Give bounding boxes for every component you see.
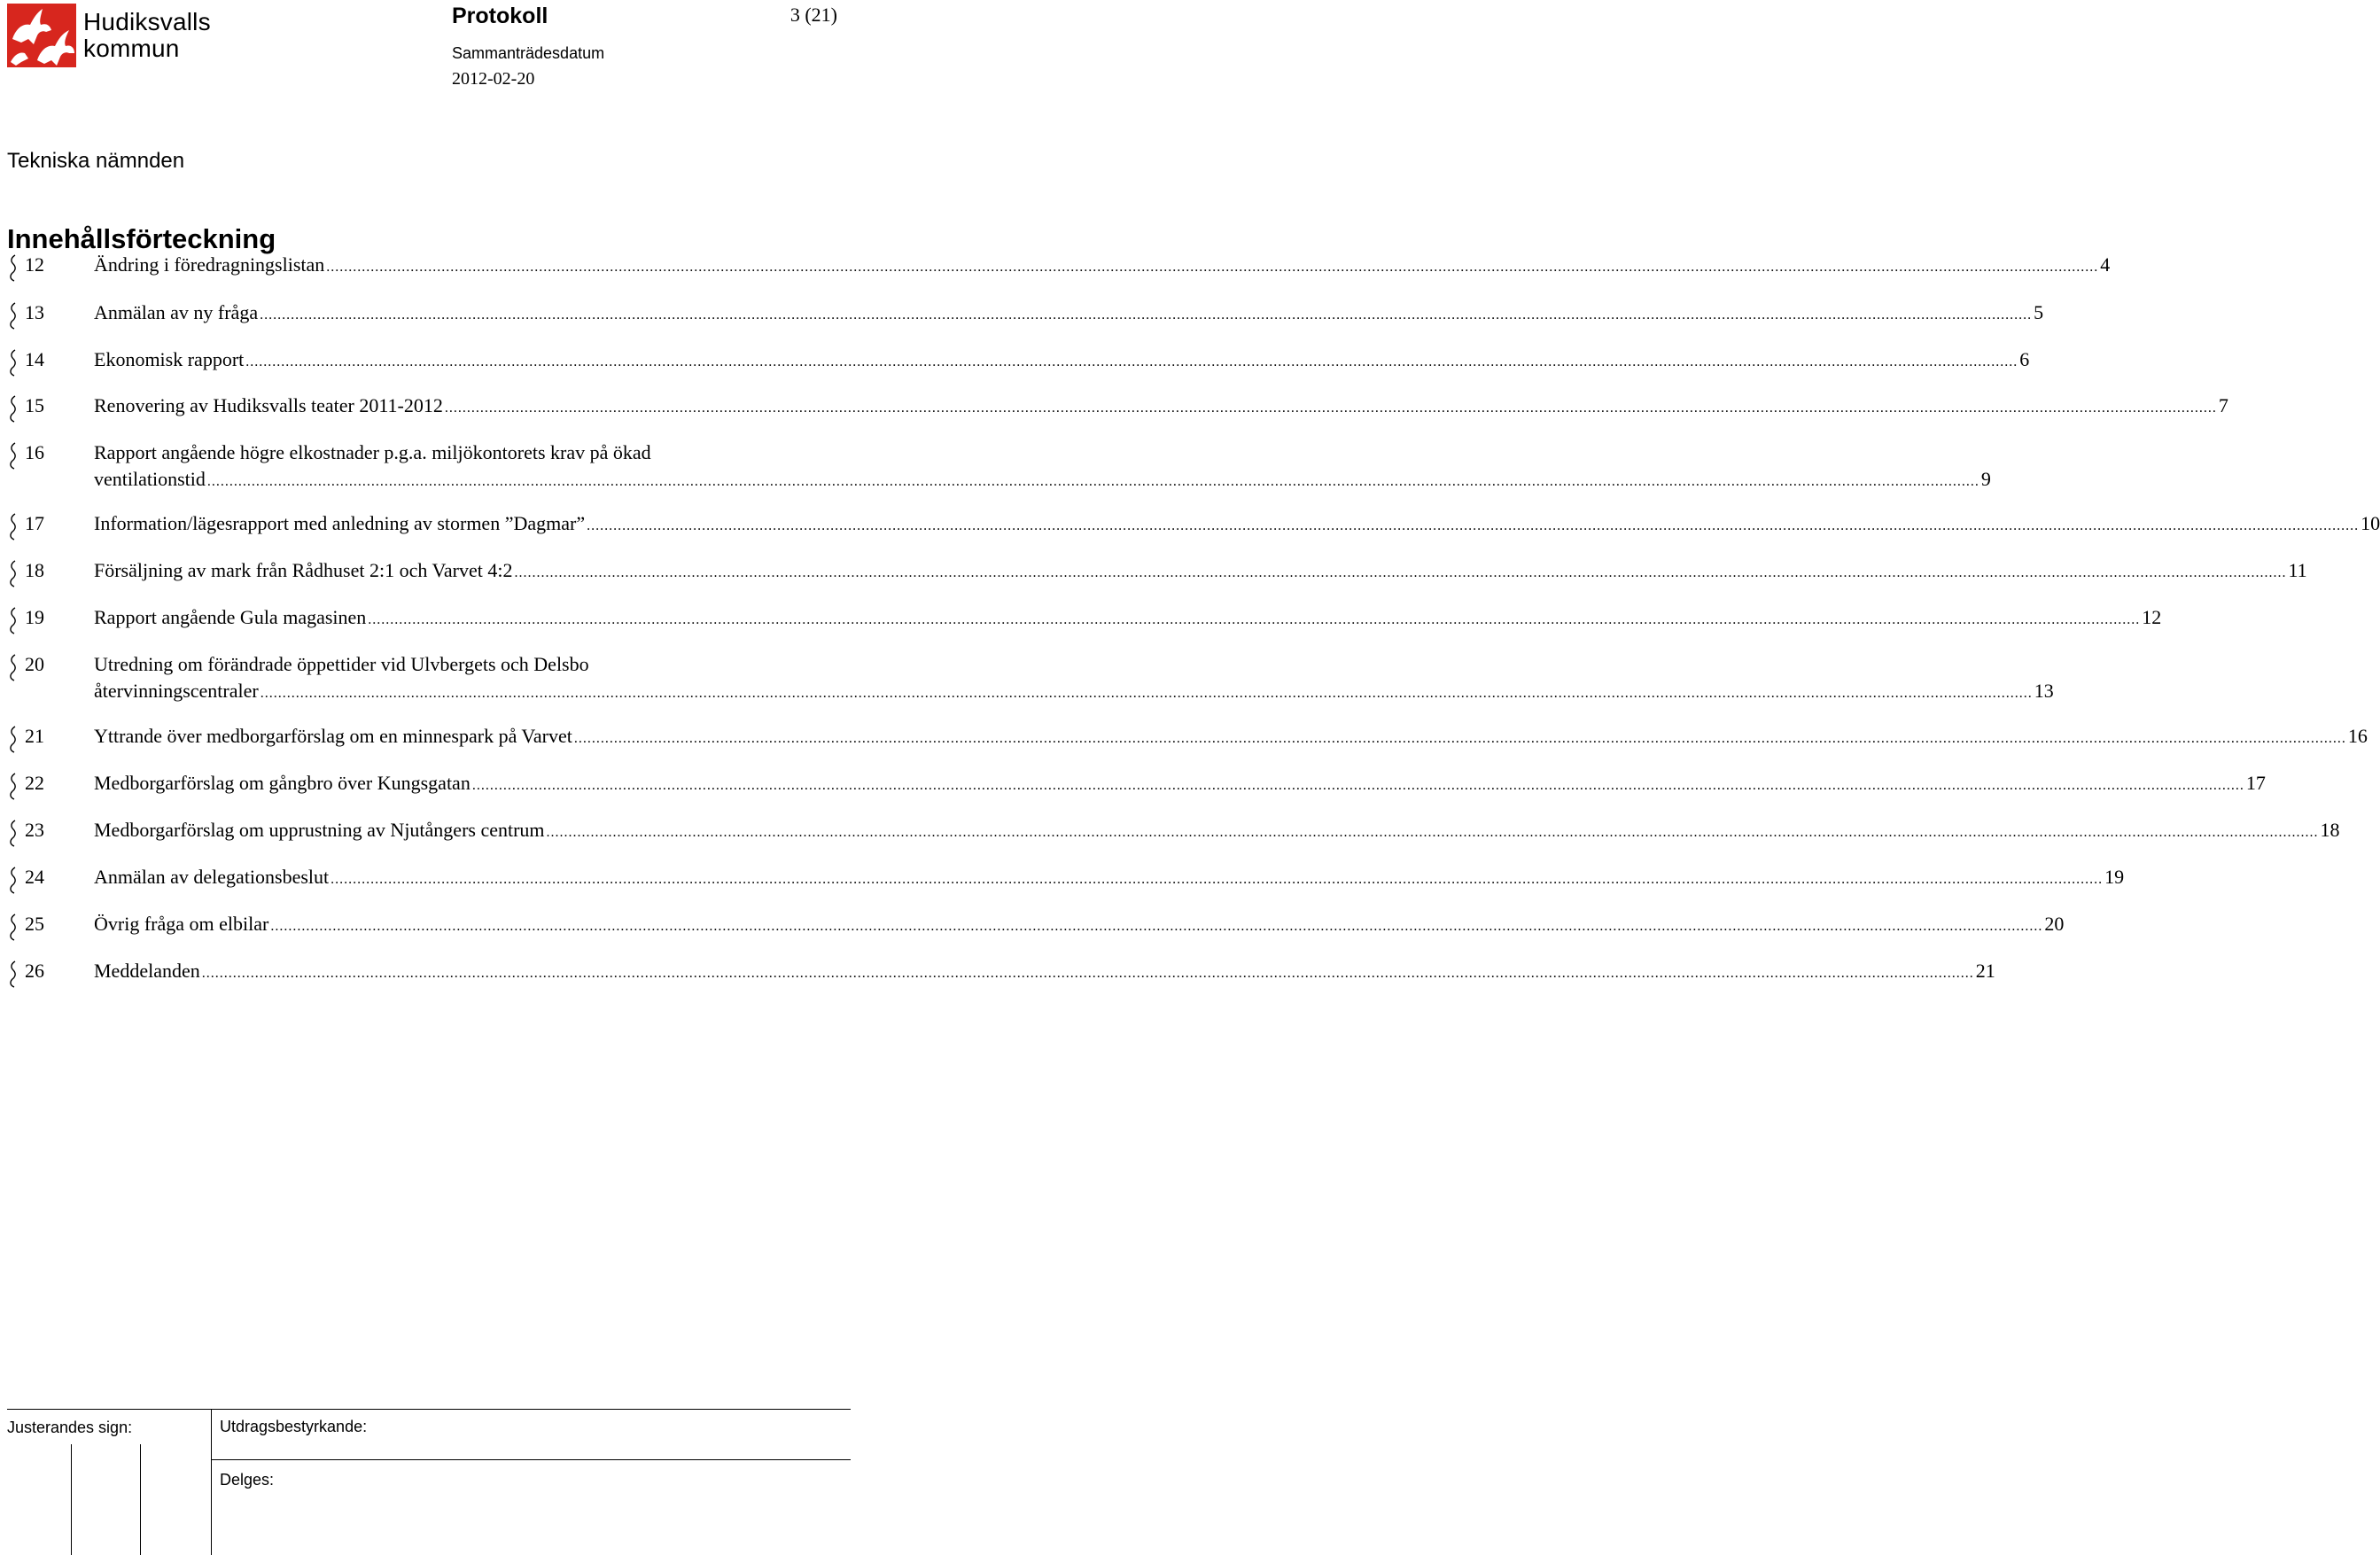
dot-leader: ................................................................................................................................................................................................................................................................................................................................................................................................................ (260, 686, 2033, 701)
toc-entry-title-line-1: Utredning om förändrade öppettider vid Ulvbergets och Delsbo (94, 653, 589, 675)
toc-entry-number: 15 (25, 394, 44, 416)
toc-entry-title: Renovering av Hudiksvalls teater 2011-2012 (94, 394, 443, 416)
dot-leader: ................................................................................................................................................................................................................................................................................................................................................................................................................ (270, 919, 2043, 934)
dot-leader: ................................................................................................................................................................................................................................................................................................................................................................................................................ (201, 966, 1974, 981)
paragraph-symbol-icon (7, 393, 19, 424)
footer-divider (211, 1409, 212, 1555)
toc-entry-page: 16 (2347, 725, 2368, 747)
toc-heading: Innehållsförteckning (7, 223, 276, 254)
toc-entry-number: 20 (25, 653, 44, 675)
toc-entry-title: Medborgarförslag om upprustning av Njutångers centrum (94, 819, 545, 841)
toc-entry-page: 7 (2218, 394, 2228, 416)
goat-emblem-icon (7, 4, 76, 67)
toc-entry-page: 4 (2100, 253, 2111, 276)
dot-leader: ................................................................................................................................................................................................................................................................................................................................................................................................................ (260, 307, 2033, 323)
justerandes-sign-label: Justerandes sign: (7, 1419, 133, 1436)
toc-entry-title: Rapport angående Gula magasinen (94, 606, 367, 628)
toc-entry-page: 20 (2044, 913, 2065, 935)
toc-entry-number: 18 (25, 559, 44, 581)
paragraph-symbol-icon (7, 652, 19, 682)
toc-entry-page: 19 (2104, 866, 2125, 888)
paragraph-symbol-icon (7, 347, 19, 377)
dot-leader: ................................................................................................................................................................................................................................................................................................................................................................................................................ (471, 778, 2244, 793)
toc-entry-title: Meddelanden (94, 960, 200, 982)
paragraph-symbol-icon (7, 558, 19, 588)
toc-entry-number: 21 (25, 725, 44, 747)
dot-leader: ................................................................................................................................................................................................................................................................................................................................................................................................................ (206, 474, 1979, 489)
toc-entry-title: återvinningscentraler (94, 680, 259, 702)
toc-entry-title: Anmälan av ny fråga (94, 301, 259, 323)
dot-leader: ................................................................................................................................................................................................................................................................................................................................................................................................................ (514, 565, 2287, 580)
toc-entry-number: 12 (25, 253, 44, 276)
document-type: Protokoll (452, 4, 548, 28)
hudiksvalls-kommun-logo (7, 4, 220, 67)
signature-box-divider (140, 1444, 141, 1555)
toc-entry-page: 12 (2142, 606, 2162, 628)
toc-entry-number: 13 (25, 301, 44, 323)
toc-entry-number: 24 (25, 866, 44, 888)
signature-footer (7, 1409, 851, 1555)
toc-entry-title: Yttrande över medborgarförslag om en minnespark på Varvet (94, 725, 572, 747)
logo-wordmark (83, 9, 211, 62)
paragraph-symbol-icon (7, 912, 19, 942)
toc-entry-number: 19 (25, 606, 44, 628)
toc-entry-page: 17 (2245, 772, 2266, 794)
toc-entry-page: 6 (2019, 348, 2030, 370)
toc-entry-title: Ekonomisk rapport (94, 348, 245, 370)
toc-entry-title: Övrig fråga om elbilar (94, 913, 269, 935)
toc-entry-title: Ändring i föredragningslistan (94, 253, 325, 276)
toc-entry-number: 26 (25, 960, 44, 982)
paragraph-symbol-icon (7, 440, 19, 470)
toc-entry-title: Anmälan av delegationsbeslut (94, 866, 330, 888)
logo-line-2: kommun (83, 35, 180, 62)
paragraph-symbol-icon (7, 818, 19, 848)
toc-entry-title: Försäljning av mark från Rådhuset 2:1 och Varvet 4:2 (94, 559, 513, 581)
dot-leader: ................................................................................................................................................................................................................................................................................................................................................................................................................ (444, 400, 2217, 416)
toc-entry-number: 23 (25, 819, 44, 841)
page-indicator: 3 (21) (789, 4, 837, 26)
toc-entry-page: 10 (2361, 512, 2380, 534)
meeting-date: 2012-02-20 (452, 69, 535, 89)
toc-entry-number: 22 (25, 772, 44, 794)
dot-leader: ................................................................................................................................................................................................................................................................................................................................................................................................................ (573, 731, 2346, 746)
toc-entry-number: 14 (25, 348, 44, 370)
toc-entry-page: 5 (2034, 301, 2044, 323)
toc-entry-number: 17 (25, 512, 44, 534)
footer-divider (211, 1459, 851, 1460)
toc-entry-number: 25 (25, 913, 44, 935)
paragraph-symbol-icon (7, 605, 19, 635)
toc-entry-page: 21 (1975, 960, 1995, 982)
toc-entry-page: 18 (2320, 819, 2340, 841)
toc-entry-number: 16 (25, 441, 44, 463)
logo-line-1: Hudiksvalls (83, 8, 211, 35)
delges-label: Delges: (220, 1471, 275, 1489)
paragraph-symbol-icon (7, 300, 19, 330)
dot-leader: ................................................................................................................................................................................................................................................................................................................................................................................................................ (331, 872, 2104, 887)
dot-leader: ................................................................................................................................................................................................................................................................................................................................................................................................................ (245, 354, 2018, 369)
dot-leader: ................................................................................................................................................................................................................................................................................................................................................................................................................ (546, 825, 2319, 840)
dot-leader: ................................................................................................................................................................................................................................................................................................................................................................................................................ (326, 260, 2099, 275)
paragraph-symbol-icon (7, 959, 19, 989)
toc-entry-title: Information/lägesrapport med anledning av stormen ”Dagmar” (94, 512, 586, 534)
paragraph-symbol-icon (7, 253, 19, 283)
toc-entry-title: ventilationstid (94, 468, 206, 490)
toc-entry-title: Medborgarförslag om gångbro över Kungsgatan (94, 772, 471, 794)
utdragsbestyrkande-label: Utdragsbestyrkande: (220, 1418, 368, 1435)
toc-entry-page: 9 (1980, 468, 1991, 490)
dot-leader: ................................................................................................................................................................................................................................................................................................................................................................................................................ (587, 518, 2360, 533)
signature-box-divider (71, 1444, 72, 1555)
paragraph-symbol-icon (7, 511, 19, 541)
paragraph-symbol-icon (7, 865, 19, 895)
committee-name: Tekniska nämnden (7, 149, 185, 173)
meeting-date-label: Sammanträdesdatum (452, 44, 605, 62)
paragraph-symbol-icon (7, 724, 19, 754)
dot-leader: ................................................................................................................................................................................................................................................................................................................................................................................................................ (368, 612, 2141, 627)
toc-entry-page: 13 (2034, 680, 2054, 702)
toc-entry-title-line-1: Rapport angående högre elkostnader p.g.a. miljökontorets krav på ökad (94, 441, 651, 463)
paragraph-symbol-icon (7, 771, 19, 801)
toc-entry-page: 11 (2288, 559, 2307, 581)
footer-divider (7, 1409, 851, 1410)
